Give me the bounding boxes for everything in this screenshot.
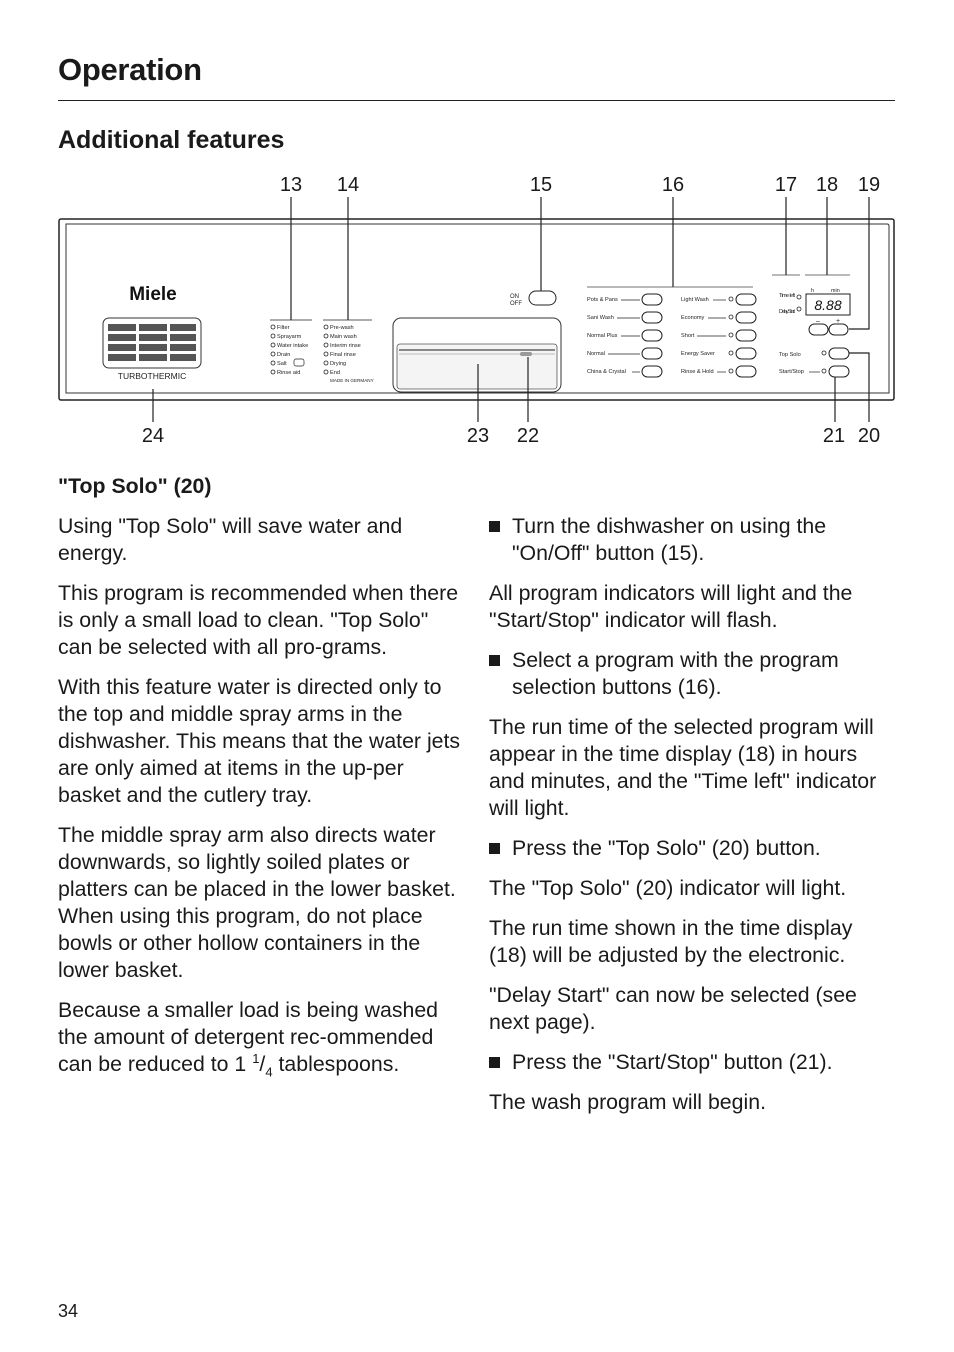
time-left-lamp	[797, 295, 801, 299]
bullet-square-icon	[489, 655, 500, 666]
page-number: 34	[58, 1301, 79, 1321]
stage-list	[324, 325, 374, 383]
section-heading: Additional features	[58, 126, 285, 154]
callout-15: 15	[529, 174, 553, 196]
svg-text:Drying: Drying	[330, 361, 347, 367]
plus-label: +	[835, 318, 841, 325]
svg-text:Pots & Pans: Pots & Pans	[587, 297, 618, 303]
bullet-item: Turn the dishwasher on using the "On/Off" button (15).	[489, 513, 895, 567]
callout-23: 23	[466, 425, 490, 447]
programs-right	[681, 297, 726, 375]
paragraph: The run time of the selected program will appear in the time display (18) in hours and minutes, and the "Time left" indicator will light.	[489, 715, 877, 820]
svg-text:Sani Wash: Sani Wash	[587, 315, 614, 321]
minus-button[interactable]	[809, 324, 828, 335]
door-handle	[393, 318, 561, 392]
svg-text:Sprayarm: Sprayarm	[277, 334, 302, 340]
program-buttons-left[interactable]	[642, 294, 662, 377]
paragraph: When using this program, do not place bowls or other hollow containers in the lower basket.	[58, 904, 423, 982]
svg-text:Normal: Normal	[587, 351, 606, 357]
control-panel-diagram	[0, 0, 954, 460]
callout-21: 21	[822, 425, 846, 447]
on-off-button[interactable]	[529, 291, 556, 305]
paragraph: All program indicators will light and the "Start/Stop" indicator will flash.	[489, 581, 853, 632]
svg-text:Pre-wash: Pre-wash	[330, 325, 354, 331]
time-display-value: 8.88	[814, 297, 842, 313]
callout-22: 22	[516, 425, 540, 447]
svg-text:Rinse & Hold: Rinse & Hold	[681, 369, 714, 375]
callout-19: 19	[857, 174, 881, 196]
callout-20: 20	[857, 425, 881, 447]
svg-text:Filter: Filter	[277, 325, 290, 331]
unit-h: h	[811, 288, 814, 294]
bullet-item: Press the "Top Solo" (20) button.	[489, 835, 895, 862]
paragraph: "Delay Start" can now be selected (see next page).	[489, 983, 857, 1034]
callout-24: 24	[141, 425, 165, 447]
svg-text:Energy Saver: Energy Saver	[681, 351, 715, 357]
svg-text:Main wash: Main wash	[330, 334, 357, 340]
callout-14: 14	[336, 174, 360, 196]
bullet-item: Select a program with the program selection buttons (16).	[489, 647, 895, 701]
miele-logo: Miele	[129, 284, 177, 305]
paragraph: This program is recommended when there is only a small load to clean. "Top Solo" can be selected with all pro-grams.	[58, 581, 459, 659]
paragraph: The middle spray arm also directs water downwards, so lightly soiled plates or platters can be placed in the lower basket.	[58, 823, 456, 901]
svg-text:MADE IN GERMANY: MADE IN GERMANY	[330, 378, 374, 383]
svg-text:Economy: Economy	[681, 315, 705, 321]
callout-18: 18	[815, 174, 839, 196]
svg-text:Final rinse: Final rinse	[330, 352, 356, 358]
delay-start-label: Delay Start	[779, 309, 795, 315]
delay-start-lamp	[797, 307, 801, 311]
paragraph: With this feature water is directed only to the top and middle spray arms in the dishwasher. This means that the water jets are only aimed at items in the up-per basket and the cutlery tray.	[58, 675, 461, 807]
start-stop-label: Start/Stop	[779, 369, 804, 375]
off-label: OFF	[510, 301, 522, 307]
callout-17: 17	[774, 174, 798, 196]
svg-text:Water intake: Water intake	[277, 343, 309, 349]
svg-text:Light Wash: Light Wash	[681, 297, 709, 303]
paragraph: Using "Top Solo" will save water and energy.	[58, 514, 403, 565]
start-stop-lamp	[822, 369, 826, 373]
programs-left	[587, 297, 640, 375]
plus-button[interactable]	[829, 324, 848, 335]
paragraph-detergent: Because a smaller load is being washed the amount of detergent rec-ommended can be reduced to 1 $^1/_4$ tablespoons.	[58, 998, 439, 1080]
bullet-item: Press the "Start/Stop" button (21).	[489, 1049, 895, 1076]
indicator-list	[271, 325, 308, 376]
time-left-label: Time left	[779, 293, 795, 299]
program-lamps-right	[729, 297, 733, 373]
svg-text:China & Crystal: China & Crystal	[587, 369, 626, 375]
svg-text:Normal Plus: Normal Plus	[587, 333, 618, 339]
svg-text:Drain: Drain	[277, 352, 291, 358]
top-solo-lamp	[822, 351, 826, 355]
svg-text:End: End	[330, 370, 340, 376]
svg-text:Salt: Salt	[277, 361, 287, 367]
paragraph: The "Top Solo" (20) indicator will light.	[489, 876, 847, 900]
on-label: ON	[510, 294, 519, 300]
svg-text:Short: Short	[681, 333, 695, 339]
page-title: Operation	[58, 52, 202, 87]
top-solo-label: Top Solo	[779, 352, 801, 358]
turbothermic-vent	[103, 318, 201, 368]
bullet-square-icon	[489, 521, 500, 532]
callout-16: 16	[661, 174, 685, 196]
unit-min: min	[831, 288, 840, 294]
subheading-top-solo: "Top Solo" (20)	[58, 474, 212, 498]
bullet-square-icon	[489, 1057, 500, 1068]
paragraph: The run time shown in the time display (18) will be adjusted by the electronic.	[489, 916, 853, 967]
start-stop-button[interactable]	[829, 366, 849, 377]
top-solo-button[interactable]	[829, 348, 849, 359]
bullet-square-icon	[489, 843, 500, 854]
turbothermic-label: TURBOTHERMIC	[117, 371, 187, 381]
left-column	[58, 473, 464, 1091]
right-column	[489, 513, 895, 1129]
program-buttons-right[interactable]	[736, 294, 756, 377]
svg-text:Rinse aid: Rinse aid	[277, 370, 301, 376]
minus-label: –	[816, 318, 820, 325]
paragraph: The wash program will begin.	[489, 1090, 766, 1114]
svg-text:Interim rinse: Interim rinse	[330, 343, 361, 349]
callout-13: 13	[279, 174, 303, 196]
